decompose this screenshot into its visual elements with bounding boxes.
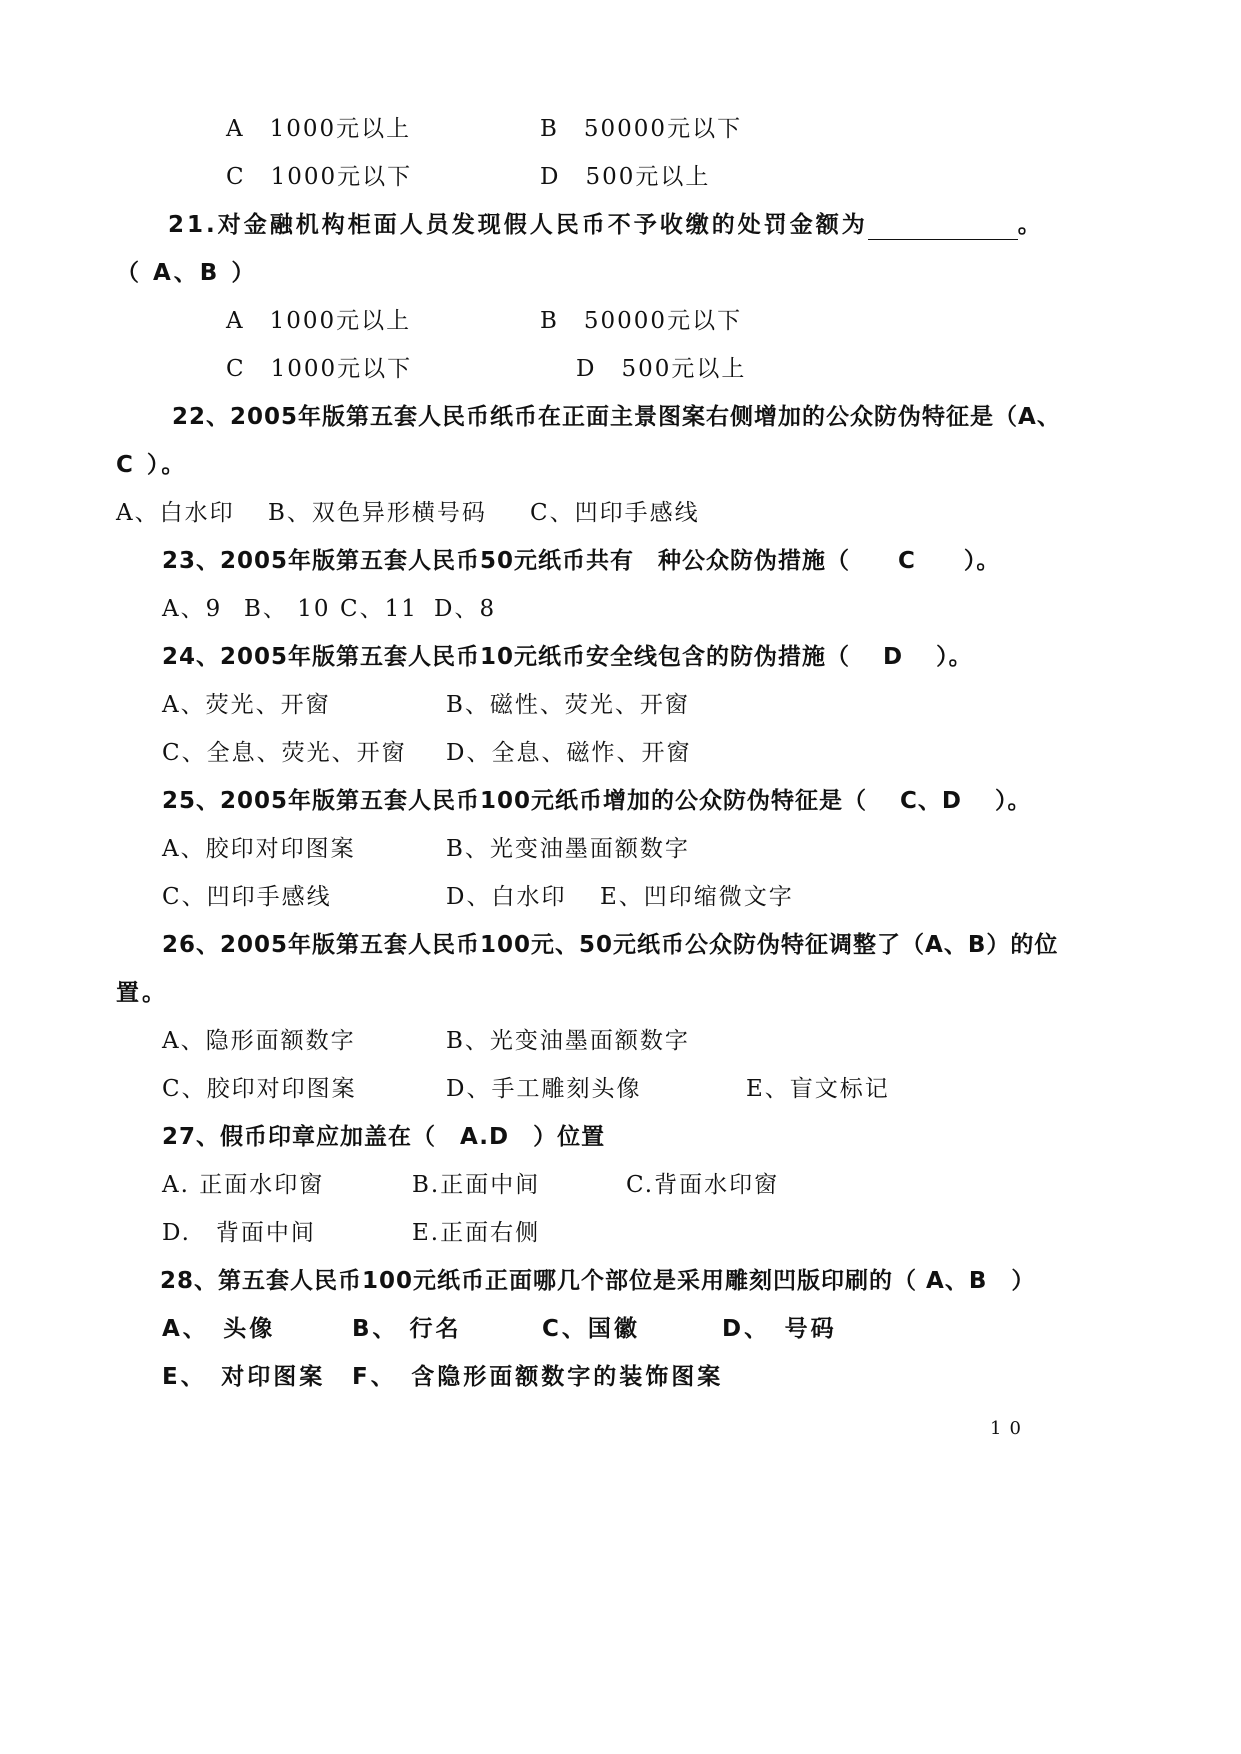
q22-option-c: C、凹印手感线 [530, 500, 700, 526]
q21-answer-blank [868, 215, 1018, 240]
q26-stem-continued: 置。 [116, 980, 168, 1006]
q24-option-b: B、磁性、荧光、开窗 [446, 692, 690, 718]
q21-option-d: D 500元以上 [576, 356, 747, 382]
q21-stem: 21.对金融机构柜面人员发现假人民币不予收缴的处罚金额为 [168, 212, 868, 238]
q26-option-a: A、隐形面额数字 [162, 1028, 356, 1054]
q28-option-a: A、 头像 [162, 1316, 276, 1342]
q25-stem: 25、2005年版第五套人民币100元纸币增加的公众防伪特征是（ C、D ）。 [162, 788, 1032, 814]
q26-option-e: E、盲文标记 [746, 1076, 890, 1102]
q25-option-a: A、胶印对印图案 [162, 836, 356, 862]
q23-option-c: C、11 [340, 596, 418, 622]
q26-option-d: D、手工雕刻头像 [446, 1076, 642, 1102]
q21-stem-end: 。 [1017, 212, 1044, 238]
q22-option-b: B、双色异形横号码 [268, 500, 487, 526]
q23-stem: 23、2005年版第五套人民币50元纸币共有 种公众防伪措施（ C ）。 [162, 548, 1001, 574]
q25-option-e: E、凹印缩微文字 [600, 884, 794, 910]
q28-option-d: D、 号码 [722, 1316, 837, 1342]
q27-stem: 27、假币印章应加盖在（ A.D ）位置 [162, 1124, 606, 1150]
q28-stem: 28、第五套人民币100元纸币正面哪几个部位是采用雕刻凹版印刷的（ A、B ） [160, 1268, 1036, 1294]
q22-stem-continued: C ）。 [116, 452, 188, 478]
q22-stem: 22、2005年版第五套人民币纸币在正面主景图案右侧增加的公众防伪特征是（A、 [172, 404, 1061, 430]
q23-option-a: A、9 [162, 596, 223, 622]
page-number: 10 [990, 1418, 1029, 1439]
q21-option-a: A 1000元以上 [226, 308, 412, 334]
q24-option-d: D、全息、磁怍、开窗 [446, 740, 692, 766]
q25-option-b: B、光变油墨面额数字 [446, 836, 690, 862]
q27-option-c: C.背面水印窗 [626, 1172, 780, 1198]
q20-option-d: D 500元以上 [540, 164, 711, 190]
q25-option-c: C、凹印手感线 [162, 884, 332, 910]
q27-option-d: D. 背面中间 [162, 1220, 316, 1246]
q24-option-a: A、荧光、开窗 [162, 692, 331, 718]
q20-option-b: B 50000元以下 [540, 116, 743, 142]
q28-option-c: C、国徽 [542, 1316, 640, 1342]
q27-option-b: B.正面中间 [412, 1172, 541, 1198]
q24-option-c: C、全息、荧光、开窗 [162, 740, 407, 766]
q26-stem: 26、2005年版第五套人民币100元、50元纸币公众防伪特征调整了（A、B）的位 [162, 932, 1059, 958]
q21-stem-line [168, 210, 1044, 240]
q24-stem: 24、2005年版第五套人民币10元纸币安全线包含的防伪措施（ D ）。 [162, 644, 973, 670]
q28-option-f: F、 含隐形面额数字的装饰图案 [352, 1364, 724, 1390]
q21-answer: （ A、B ） [116, 260, 258, 286]
q25-option-d: D、白水印 [446, 884, 567, 910]
q27-option-e: E.正面右侧 [412, 1220, 541, 1246]
q23-option-b: B、 10 [244, 596, 331, 622]
q28-option-b: B、 行名 [352, 1316, 462, 1342]
q26-option-c: C、胶印对印图案 [162, 1076, 357, 1102]
q27-option-a: A. 正面水印窗 [162, 1172, 325, 1198]
q21-option-c: C 1000元以下 [226, 356, 413, 382]
q20-option-c: C 1000元以下 [226, 164, 413, 190]
q28-option-e: E、 对印图案 [162, 1364, 326, 1390]
q20-option-a: A 1000元以上 [226, 116, 412, 142]
q26-option-b: B、光变油墨面额数字 [446, 1028, 690, 1054]
q21-option-b: B 50000元以下 [540, 308, 743, 334]
q22-option-a: A、白水印 [116, 500, 235, 526]
q23-option-d: D、8 [434, 596, 497, 622]
